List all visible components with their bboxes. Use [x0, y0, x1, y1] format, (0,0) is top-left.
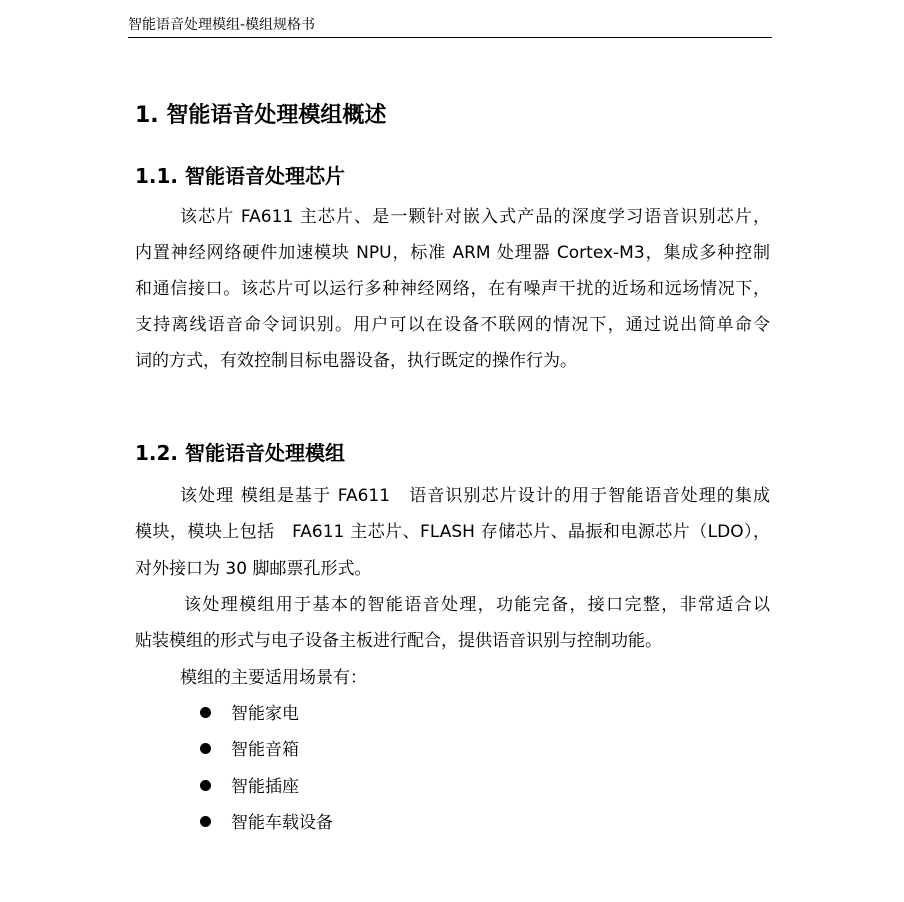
subsection-heading: 1.1. 智能语音处理芯片 [135, 164, 345, 188]
paragraph-line: 模块，模块上包括 FA611 主芯片、FLASH 存储芯片、晶振和电源芯片（LDO）， [135, 522, 770, 542]
paragraph-line: 对外接口为 30 脚邮票孔形式。 [135, 559, 372, 579]
paragraph-line: 该芯片 FA611 主芯片、是一颗针对嵌入式产品的深度学习语音识别芯片， [180, 207, 770, 227]
paragraph-line: 和通信接口。该芯片可以运行多种神经网络，在有噪声干扰的近场和远场情况下， [135, 279, 770, 299]
paragraph-line: 内置神经网络硬件加速模块 NPU，标准 ARM 处理器 Cortex-M3，集成多种控制 [135, 243, 770, 263]
section-heading: 1. 智能语音处理模组概述 [135, 103, 387, 128]
paragraph-line: 该处理模组用于基本的智能语音处理，功能完备，接口完整，非常适合以 [184, 595, 770, 615]
bullet-icon [200, 707, 211, 718]
paragraph-line: 贴装模组的形式与电子设备主板进行配合，提供语音识别与控制功能。 [135, 631, 662, 651]
list-item: 智能插座 [200, 775, 299, 799]
list-item: 智能家电 [200, 702, 299, 726]
bullet-icon [200, 780, 211, 791]
header-divider [128, 37, 772, 38]
bullet-icon [200, 816, 211, 827]
paragraph-line: 支持离线语音命令词识别。用户可以在设备不联网的情况下，通过说出简单命令 [135, 315, 770, 335]
page-header-title: 智能语音处理模组-模组规格书 [128, 17, 316, 33]
list-item: 智能车载设备 [200, 811, 333, 835]
paragraph-line: 词的方式，有效控制目标电器设备，执行既定的操作行为。 [135, 351, 577, 371]
paragraph-line: 该处理 模组是基于 FA611 语音识别芯片设计的用于智能语音处理的集成 [180, 486, 770, 506]
bullet-icon [200, 743, 211, 754]
list-item: 智能音箱 [200, 738, 299, 762]
scenarios-intro: 模组的主要适用场景有： [180, 668, 367, 688]
subsection-heading: 1.2. 智能语音处理模组 [135, 441, 345, 465]
